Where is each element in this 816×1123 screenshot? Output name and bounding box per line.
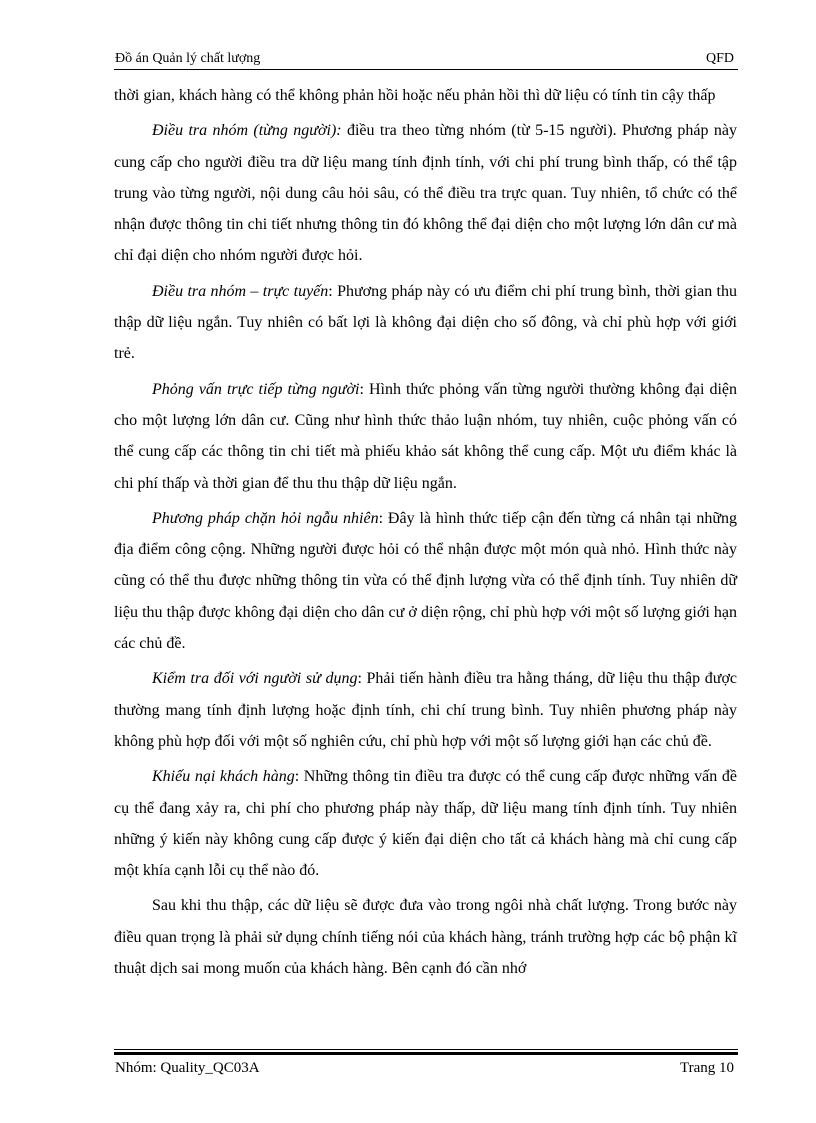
paragraph-text: thời gian, khách hàng có thể không phản hồi hoặc nếu phản hồi thì dữ liệu có tính tin cậy thấp [114, 87, 716, 104]
footer-rule-thin [114, 1049, 738, 1050]
paragraph-lead: Kiểm tra đối với người sử dụng [152, 670, 358, 688]
group-name: Nhóm: Quality_QC03A [115, 1060, 260, 1076]
paragraph-text: Sau khi thu thập, các dữ liệu sẽ được đưa vào trong ngôi nhà chất lượng. Trong bước này điều quan trọng là phải sử dụng chính tiếng nói của khách hàng, tránh trường hợp các bộ phận kĩ thuật dịch sai mong muốn của khách hàng. Bên cạnh đó cần nhớ [114, 897, 737, 978]
paragraph [114, 374, 737, 499]
paragraph [114, 80, 737, 111]
paragraph [114, 663, 737, 757]
document-body [114, 80, 737, 988]
paragraph [114, 503, 737, 659]
paragraph [114, 890, 737, 984]
paragraph-lead: Khiếu nại khách hàng [152, 768, 295, 786]
paragraph-lead: Phỏng vấn trực tiếp từng người [152, 380, 360, 398]
paragraph-text: : Đây là hình thức tiếp cận đến từng cá nhân tại những địa điểm công cộng. Những người được hỏi có thể nhận được một món quà nhỏ. Hình thức này cũng có thể thu được những thông tin vừa có thể định lượng vừa có thể định tính. Tuy nhiên dữ liệu thu thập được không đại diện cho dân cư ở diện rộng, chỉ phù hợp với một số lượng giới hạn các chủ đề. [114, 509, 737, 653]
paragraph [114, 276, 737, 370]
document-title: Đồ án Quản lý chất lượng [115, 51, 261, 66]
paragraph-lead: Điều tra nhóm – trực tuyến [152, 282, 329, 300]
section-label: QFD [705, 51, 734, 66]
paragraph-text: điều tra theo từng nhóm (từ 5-15 người). Phương pháp này cung cấp cho người điều tra dữ liệu mang tính định tính, với chi phí trung bình thấp, có thể tập trung vào từng người, nội dung câu hỏi sâu, có thể điều tra trực quan. Tuy nhiên, tổ chức có thể nhận được thông tin chi tiết nhưng thông tin đó không thể đại diện cho một lượng lớn dân cư mà chỉ đại diện cho nhóm người được hỏi. [114, 122, 737, 265]
page-footer [114, 1058, 736, 1080]
paragraph-lead: Phương pháp chặn hỏi ngẫu nhiên [152, 509, 379, 527]
page-header [114, 49, 736, 71]
paragraph-text: : Hình thức phỏng vấn từng người thường không đại diện cho một lượng lớn dân cư. Cũng như hình thức thảo luận nhóm, tuy nhiên, cuộc phỏng vấn có thể cung cấp các thông tin chi tiết mà phiếu khảo sát không thể cung cấp. Một ưu điểm khác là chi phí thấp và thời gian để thu thu thập dữ liệu ngắn. [114, 380, 737, 492]
page-number: Trang 10 [679, 1060, 734, 1076]
paragraph-text: : Phương pháp này có ưu điểm chi phí trung bình, thời gian thu thập dữ liệu ngắn. Tuy nhiên có bất lợi là không đại diện cho số đông, và chỉ phù hợp với giới trẻ. [114, 282, 738, 363]
footer-rule-thick [114, 1052, 738, 1055]
paragraph [114, 115, 737, 271]
paragraph [114, 761, 737, 886]
header-rule [114, 69, 738, 70]
paragraph-text: : Phải tiến hành điều tra hằng tháng, dữ liệu thu thập được thường mang tính định lượng hoặc định tính, chi chí trung bình. Tuy nhiên phương pháp này không phù hợp đối với một số nghiên cứu, chỉ phù hợp với một số lượng giới hạn các chủ đề. [114, 670, 738, 750]
paragraph-text: : Những thông tin điều tra được có thể cung cấp được những vấn đề cụ thể đang xảy ra, chi phí cho phương pháp này thấp, dữ liệu mang tính định tính. Tuy nhiên những ý kiến này không cung cấp được ý kiến đại diện cho tất cả khách hàng mà chỉ cung cấp một khía cạnh lỗi cụ thể nào đó. [114, 768, 737, 880]
paragraph-lead: Điều tra nhóm (từng người): [152, 122, 342, 140]
